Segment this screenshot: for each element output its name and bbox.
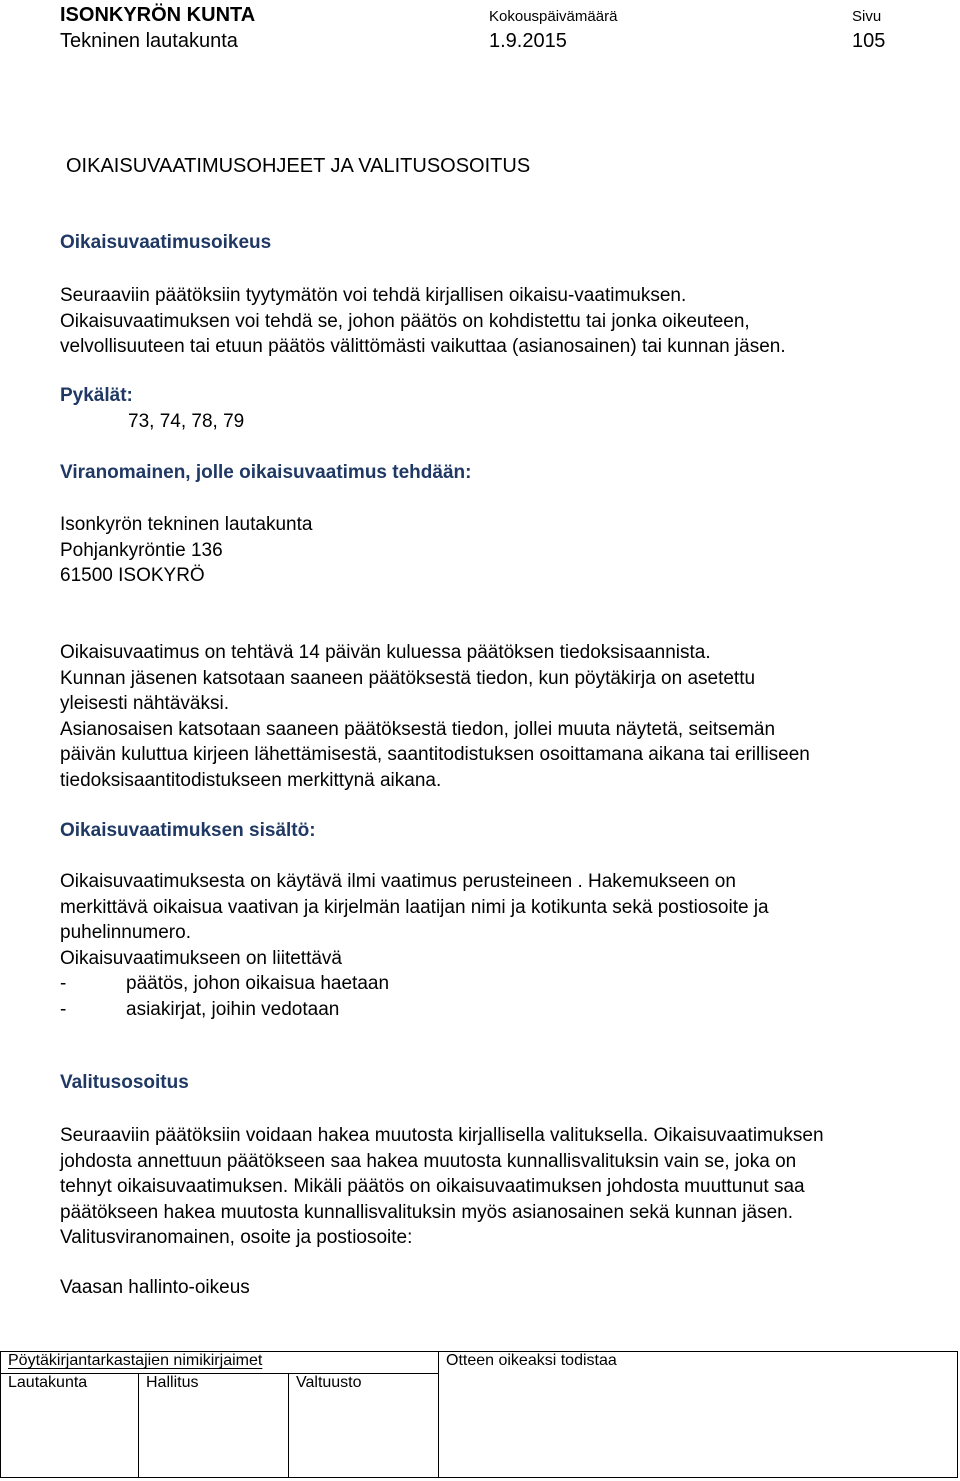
- document-title: OIKAISUVAATIMUSOHJEET JA VALITUSOSOITUS: [66, 155, 531, 177]
- sections-label: Pykälät:: [60, 385, 133, 406]
- appeal-heading: Valitusosoitus: [60, 1072, 189, 1093]
- footer-left-rule: [0, 1351, 1, 1478]
- footer-right-rule: [957, 1351, 958, 1478]
- authority-line: Isonkyrön tekninen lautakunta: [60, 514, 313, 535]
- deadline-line: tiedoksisaantitodistukseen merkittynä aikana.: [60, 769, 442, 791]
- authority-heading: Viranomainen, jolle oikaisuvaatimus tehdään:: [60, 462, 472, 483]
- right-line: Oikaisuvaatimuksen voi tehdä se, johon päätös on kohdistettu tai jonka oikeuteen,: [60, 310, 750, 332]
- appeal-line: Seuraaviin päätöksiin voidaan hakea muutosta kirjallisella valituksella. Oikaisuvaatimuksen: [60, 1125, 824, 1146]
- right-heading: Oikaisuvaatimusoikeus: [60, 232, 272, 253]
- content-line: puhelinnumero.: [60, 922, 191, 943]
- list-dash: -: [60, 973, 67, 994]
- footer-col-valtuusto: Valtuusto: [296, 1374, 362, 1391]
- department-name: Tekninen lautakunta: [60, 30, 238, 52]
- list-dash: -: [60, 998, 67, 1020]
- meeting-date-label: Kokouspäivämäärä: [489, 8, 618, 25]
- deadline-text: [60, 640, 810, 793]
- appeal-line: päätökseen hakea muutosta kunnallisvalituksin myös asianosainen sekä kunnan jäsen.: [60, 1201, 794, 1223]
- page-number: 105: [852, 30, 886, 52]
- deadline-line: yleisesti nähtäväksi.: [60, 693, 229, 714]
- deadline-line: Oikaisuvaatimus on tehtävä 14 päivän kuluessa päätöksen tiedoksisaannista.: [60, 642, 711, 663]
- page-label: Sivu: [852, 8, 882, 25]
- authority-line: 61500 ISOKYRÖ: [60, 565, 205, 586]
- organization-name: ISONKYRÖN KUNTA: [60, 4, 256, 26]
- signatures-label: Pöytäkirjantarkastajien nimikirjaimet: [8, 1352, 263, 1369]
- appeal-authority: Vaasan hallinto-oikeus: [60, 1277, 250, 1298]
- deadline-line: Asianosaisen katsotaan saaneen päätöksestä tiedon, jollei muuta näytetä, seitsemän: [60, 718, 776, 740]
- footer-col-divider: [438, 1351, 439, 1478]
- authority-line: Pohjankyröntie 136: [60, 539, 223, 561]
- appeal-text: [60, 1123, 824, 1251]
- footer-col-hallitus: Hallitus: [146, 1374, 199, 1391]
- right-line: Seuraaviin päätöksiin tyytymätön voi tehdä kirjallisen oikaisu-vaatimuksen.: [60, 285, 687, 306]
- footer-bottom-rule: [0, 1477, 958, 1478]
- footer-col-divider: [288, 1373, 289, 1478]
- content-line: Oikaisuvaatimukseen on liitettävä: [60, 947, 342, 969]
- deadline-line: päivän kuluttua kirjeen lähettämisestä, saantitodistuksen osoittamana aikana tai erilliseen: [60, 744, 810, 765]
- attachment-item: [60, 997, 769, 1023]
- right-line: velvollisuuteen tai etuun päätös välittömästi vaikuttaa (asianosainen) tai kunnan jäsen.: [60, 336, 786, 357]
- footer-table: [0, 1351, 958, 1479]
- appeal-line: tehnyt oikaisuvaatimuksen. Mikäli päätös on oikaisuvaatimuksen johdosta muuttunut saa: [60, 1176, 805, 1197]
- attachment-text: asiakirjat, joihin vedotaan: [126, 998, 340, 1020]
- meeting-date-value: 1.9.2015: [489, 30, 567, 52]
- authority-address: [60, 512, 312, 589]
- content-line: Oikaisuvaatimuksesta on käytävä ilmi vaatimus perusteineen . Hakemukseen on: [60, 871, 736, 892]
- sections-value: 73, 74, 78, 79: [128, 411, 245, 432]
- attachment-text: päätös, johon oikaisua haetaan: [126, 973, 390, 994]
- appeal-line: Valitusviranomainen, osoite ja postiosoite:: [60, 1227, 413, 1248]
- right-text: [60, 283, 786, 360]
- deadline-line: Kunnan jäsenen katsotaan saaneen päätöksestä tiedon, kun pöytäkirja on asetettu: [60, 667, 756, 689]
- attachment-item: [60, 971, 769, 997]
- certified-label: Otteen oikeaksi todistaa: [446, 1352, 617, 1369]
- footer-col-lautakunta: Lautakunta: [8, 1374, 88, 1391]
- content-heading: Oikaisuvaatimuksen sisältö:: [60, 820, 316, 841]
- content-text: [60, 869, 769, 1022]
- content-line: merkittävä oikaisua vaativan ja kirjelmän laatijan nimi ja kotikunta sekä postiosoite ja: [60, 896, 769, 918]
- appeal-line: johdosta annettuun päätökseen saa hakea muutosta kunnallisvalituksin vain se, joka on: [60, 1150, 797, 1172]
- footer-col-divider: [138, 1373, 139, 1478]
